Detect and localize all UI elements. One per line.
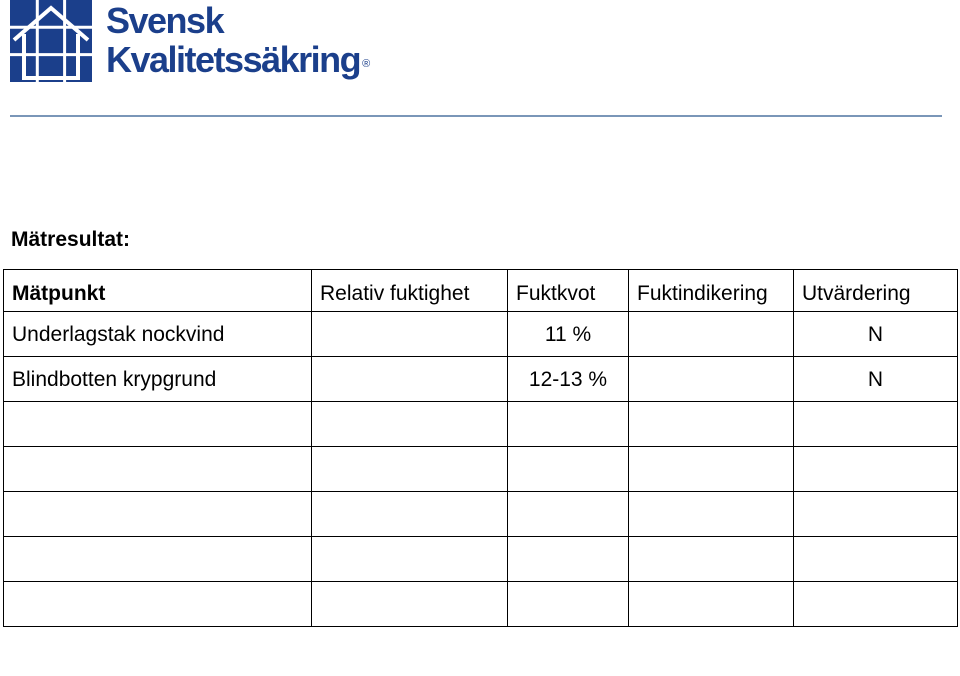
table-cell (312, 357, 508, 402)
table-cell (312, 312, 508, 357)
measurement-results-table (3, 269, 958, 627)
table-cell (794, 447, 958, 492)
table-cell (312, 582, 508, 627)
table-row (4, 357, 958, 402)
table-cell (4, 492, 312, 537)
table-cell: 11 % (508, 312, 629, 357)
table-row (4, 312, 958, 357)
table-cell (4, 582, 312, 627)
table-cell (794, 582, 958, 627)
brand-name-line2 (106, 39, 371, 80)
header-divider (10, 115, 942, 117)
registered-trademark-mark: ® (362, 58, 371, 70)
table-cell (629, 447, 794, 492)
table-cell (312, 492, 508, 537)
table-cell: N (794, 312, 958, 357)
table-cell (508, 537, 629, 582)
column-header-utvardering: Utvärdering (794, 270, 958, 312)
table-cell (312, 537, 508, 582)
table-cell (4, 402, 312, 447)
brand-name-line2-text: Kvalitetssäkring (106, 39, 361, 80)
column-header-fuktindikering: Fuktindikering (629, 270, 794, 312)
table-row (4, 582, 958, 627)
table-cell (4, 537, 312, 582)
company-logo-mark (10, 0, 92, 82)
table-cell (312, 447, 508, 492)
table-cell (629, 357, 794, 402)
table-cell (629, 402, 794, 447)
table-cell: N (794, 357, 958, 402)
table-cell (4, 447, 312, 492)
table-cell (629, 537, 794, 582)
column-header-fuktkvot: Fuktkvot (508, 270, 629, 312)
table-cell: Underlagstak nockvind (4, 312, 312, 357)
table-cell (794, 402, 958, 447)
table-cell (508, 447, 629, 492)
table-row (4, 492, 958, 537)
table-cell (794, 537, 958, 582)
table-row (4, 537, 958, 582)
table-cell (629, 582, 794, 627)
column-header-relativ-fuktighet: Relativ fuktighet (312, 270, 508, 312)
section-title: Mätresultat: (11, 228, 131, 251)
table-cell (312, 402, 508, 447)
table-cell (508, 492, 629, 537)
table-row (4, 447, 958, 492)
table-cell (508, 582, 629, 627)
table-cell: 12-13 % (508, 357, 629, 402)
table-cell (508, 402, 629, 447)
table-cell (794, 492, 958, 537)
brand-name-line1: Svensk (106, 0, 224, 41)
table-cell: Blindbotten krypgrund (4, 357, 312, 402)
table-header-row (4, 270, 958, 312)
table-row (4, 402, 958, 447)
column-header-matpunkt: Mätpunkt (4, 270, 312, 312)
table-cell (629, 492, 794, 537)
company-logo-text (106, 0, 371, 80)
table-cell (629, 312, 794, 357)
